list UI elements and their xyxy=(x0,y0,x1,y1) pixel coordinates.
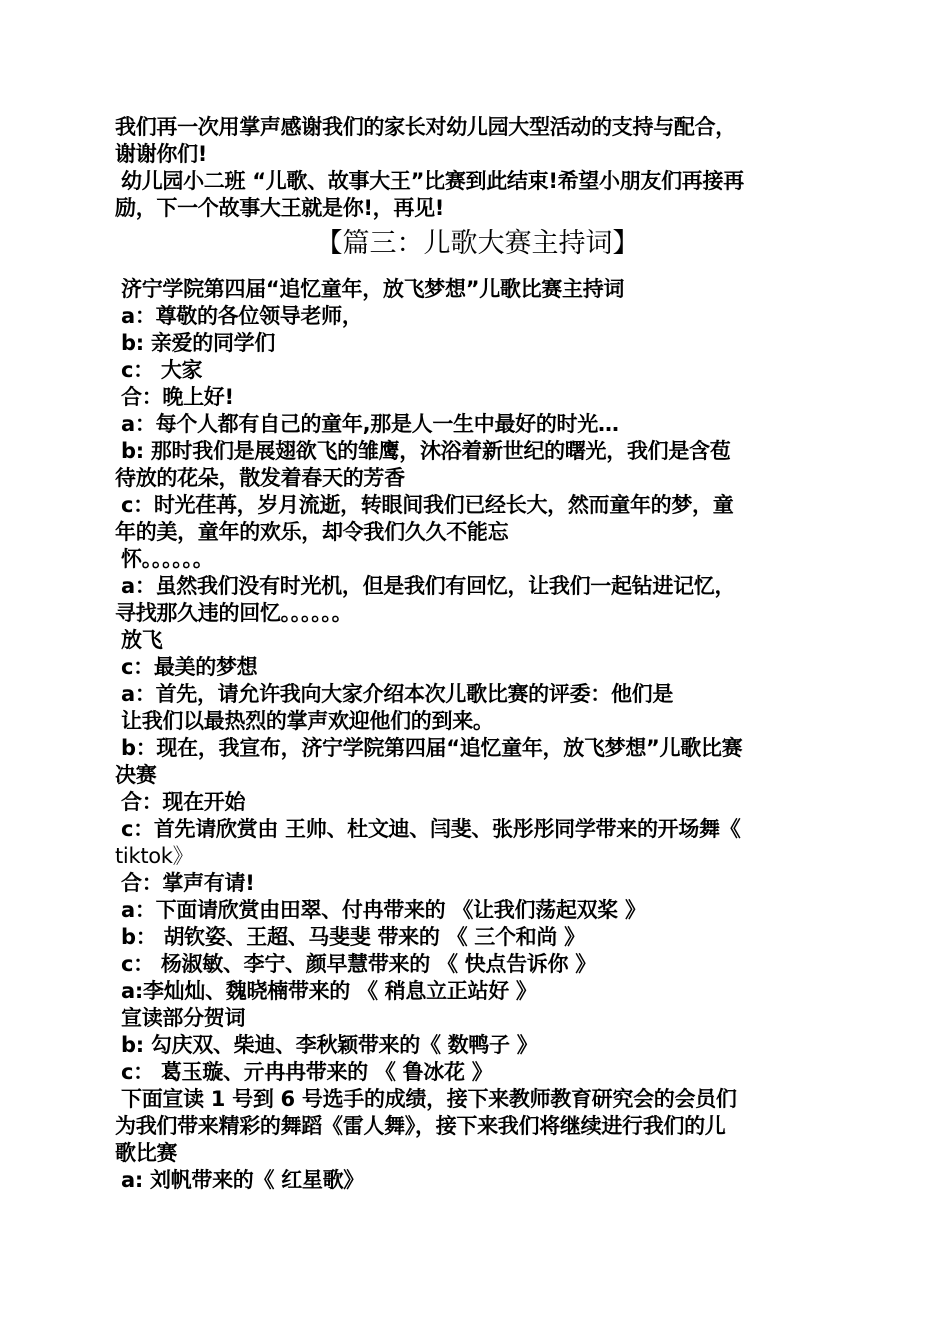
text-line: 待放的花朵，散发着春天的芳香 xyxy=(115,466,405,490)
text-line: b：现在，我宣布，济宁学院第四届“追忆童年，放飞梦想”儿歌比赛 xyxy=(121,736,743,760)
text-line: c：首先请欣赏由 王帅、杜文迪、闫斐、张彤彤同学带来的开场舞《 xyxy=(121,817,741,841)
text-line: a: 刘帆带来的《 红星歌》 xyxy=(121,1168,364,1192)
text-line: 寻找那久违的回忆。。。。。。 xyxy=(115,601,353,625)
text-line: c： 大家 xyxy=(121,358,203,382)
text-line: 怀。。。。。。 xyxy=(121,547,214,571)
text-line: 合：掌声有请! xyxy=(121,871,255,895)
text-line: 合：晚上好! xyxy=(121,385,234,409)
section-heading: 【篇三：儿歌大赛主持词】 xyxy=(315,228,640,259)
text-line: a：首先，请允许我向大家介绍本次儿歌比赛的评委：他们是 xyxy=(121,682,674,706)
text-line: 合：现在开始 xyxy=(121,790,246,814)
text-line: a:李灿灿、魏晓楠带来的 《 稍息立正站好 》 xyxy=(121,979,537,1003)
text-line: c： 葛玉璇、亓冉冉带来的 《 鲁冰花 》 xyxy=(121,1060,493,1084)
text-line: 让我们以最热烈的掌声欢迎他们的到来。 xyxy=(121,709,494,733)
text-line: b： 胡钦姿、王超、马斐斐 带来的 《 三个和尚 》 xyxy=(121,925,585,949)
text-line: tiktok》 xyxy=(115,844,194,868)
text-line: a：每个人都有自己的童年,那是人一生中最好的时光… xyxy=(121,412,619,436)
text-line: 年的美，童年的欢乐，却令我们久久不能忘 xyxy=(115,520,509,544)
text-line: a：虽然我们没有时光机，但是我们有回忆，让我们一起钻进记忆， xyxy=(121,574,736,598)
text-line: 决赛 xyxy=(115,763,157,787)
text-line: 我们再一次用掌声感谢我们的家长对幼儿园大型活动的支持与配合， xyxy=(115,115,736,139)
text-line: b: 亲爱的同学们 xyxy=(121,331,276,355)
text-line: 谢谢你们! xyxy=(115,142,208,166)
text-line: c：时光荏苒，岁月流逝，转眼间我们已经长大，然而童年的梦，童 xyxy=(121,493,734,517)
text-line: 幼儿园小二班 “儿歌、故事大王”比赛到此结束!希望小朋友们再接再 xyxy=(121,169,744,193)
text-line: 放飞 xyxy=(121,628,163,652)
text-line: b: 那时我们是展翅欲飞的雏鹰，沐浴着新世纪的曙光，我们是含苞 xyxy=(121,439,731,463)
document-title: 济宁学院第四届“追忆童年，放飞梦想”儿歌比赛主持词 xyxy=(121,277,625,301)
text-line: 励，下一个故事大王就是你!，再见! xyxy=(115,196,445,220)
text-line: 下面宣读 1 号到 6 号选手的成绩，接下来教师教育研究会的会员们 xyxy=(121,1087,737,1111)
text-line: 为我们带来精彩的舞蹈《雷人舞》，接下来我们将继续进行我们的儿 xyxy=(115,1114,726,1138)
text-line: 歌比赛 xyxy=(115,1141,178,1165)
text-line: 宣读部分贺词 xyxy=(121,1006,246,1030)
text-line: a：尊敬的各位领导老师， xyxy=(121,304,363,328)
text-line: a：下面请欣赏由田翠、付冉带来的 《让我们荡起双桨 》 xyxy=(121,898,646,922)
text-line: c：最美的梦想 xyxy=(121,655,258,679)
text-line: c： 杨淑敏、李宁、颜早慧带来的 《 快点告诉你 》 xyxy=(121,952,596,976)
text-line: b: 勾庆双、柴迪、李秋颖带来的《 数鸭子 》 xyxy=(121,1033,538,1057)
document-page xyxy=(115,114,840,1194)
